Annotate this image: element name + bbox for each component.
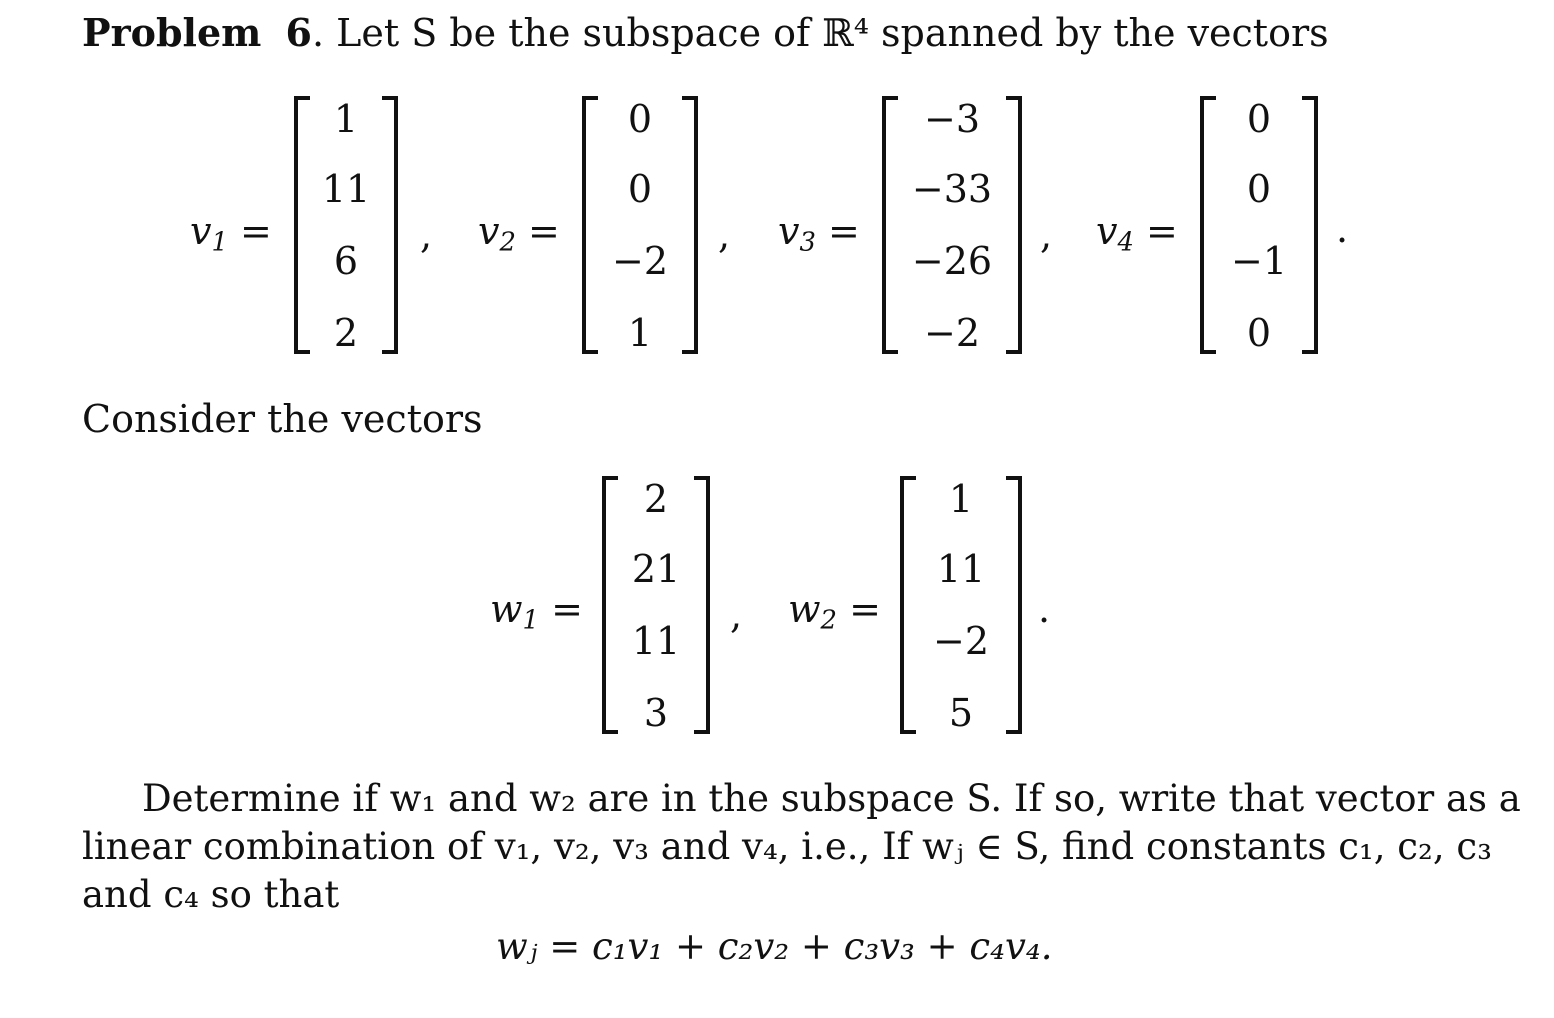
w1-matrix [602, 476, 710, 734]
v1-entry-4: 2 [333, 311, 359, 355]
v2-entry-2: 0 [627, 167, 653, 211]
w2-label: $w_2$ = [788, 587, 881, 636]
v1-entry-3: 6 [333, 239, 359, 283]
v3-entry-4: −2 [923, 311, 981, 355]
problem-intro: . Let S be the subspace of ℝ⁴ spanned by the vectors [311, 11, 1329, 55]
w2-entry-4: 5 [948, 691, 974, 735]
v3-separator: , [1040, 213, 1053, 257]
v1-separator: , [420, 213, 433, 257]
v3-entry-2: −33 [911, 167, 993, 211]
w1-entry-2: 21 [631, 547, 681, 591]
problem-heading [82, 10, 1329, 55]
w1-entry-1: 2 [643, 477, 669, 521]
v2-entry-1: 0 [627, 97, 653, 141]
v4-matrix [1200, 96, 1318, 354]
v3-label: $v_3$ = [778, 209, 860, 258]
v3-entry-1: −3 [923, 97, 981, 141]
v2-matrix [582, 96, 698, 354]
v2-entry-3: −2 [611, 239, 669, 283]
v1-entry-2: 11 [321, 167, 371, 211]
v4-label: $v_4$ = [1096, 209, 1178, 258]
v4-separator: . [1336, 207, 1349, 251]
v2-entry-4: 1 [627, 311, 653, 355]
v4-entry-4: 0 [1246, 311, 1272, 355]
w2-separator: . [1038, 587, 1051, 631]
v3-matrix [882, 96, 1022, 354]
problem-label: Problem [82, 10, 262, 55]
v2-separator: , [718, 213, 731, 257]
w1-label: $w_1$ = [490, 587, 583, 636]
v1-entry-1: 1 [333, 97, 359, 141]
v1-matrix [294, 96, 398, 354]
v1-label: $v_1$ = [190, 209, 272, 258]
w1-separator: , [730, 593, 743, 637]
v4-entry-3: −1 [1230, 239, 1288, 283]
v4-entry-2: 0 [1246, 167, 1272, 211]
v3-entry-3: −26 [911, 239, 993, 283]
w2-entry-2: 11 [936, 547, 986, 591]
paragraph-line-3: and c₄ so that [82, 873, 340, 916]
w2-entry-1: 1 [948, 477, 974, 521]
paragraph-line-1: Determine if w₁ and w₂ are in the subspace S. If so, write that vector as a [142, 777, 1521, 820]
paragraph-line-2: linear combination of v₁, v₂, v₃ and v₄, i.e., If wⱼ ∈ S, find constants c₁, c₂, c₃ [82, 825, 1492, 868]
w2-entry-3: −2 [932, 619, 990, 663]
w1-entry-3: 11 [631, 619, 681, 663]
consider-text: Consider the vectors [82, 397, 483, 441]
problem-number: 6 [285, 10, 312, 55]
v2-label: $v_2$ = [478, 209, 560, 258]
w1-entry-4: 3 [643, 691, 669, 735]
w2-matrix [900, 476, 1022, 734]
linear-combination-equation: wⱼ = c₁v₁ + c₂v₂ + c₃v₃ + c₄v₄. [496, 925, 1053, 968]
v4-entry-1: 0 [1246, 97, 1272, 141]
